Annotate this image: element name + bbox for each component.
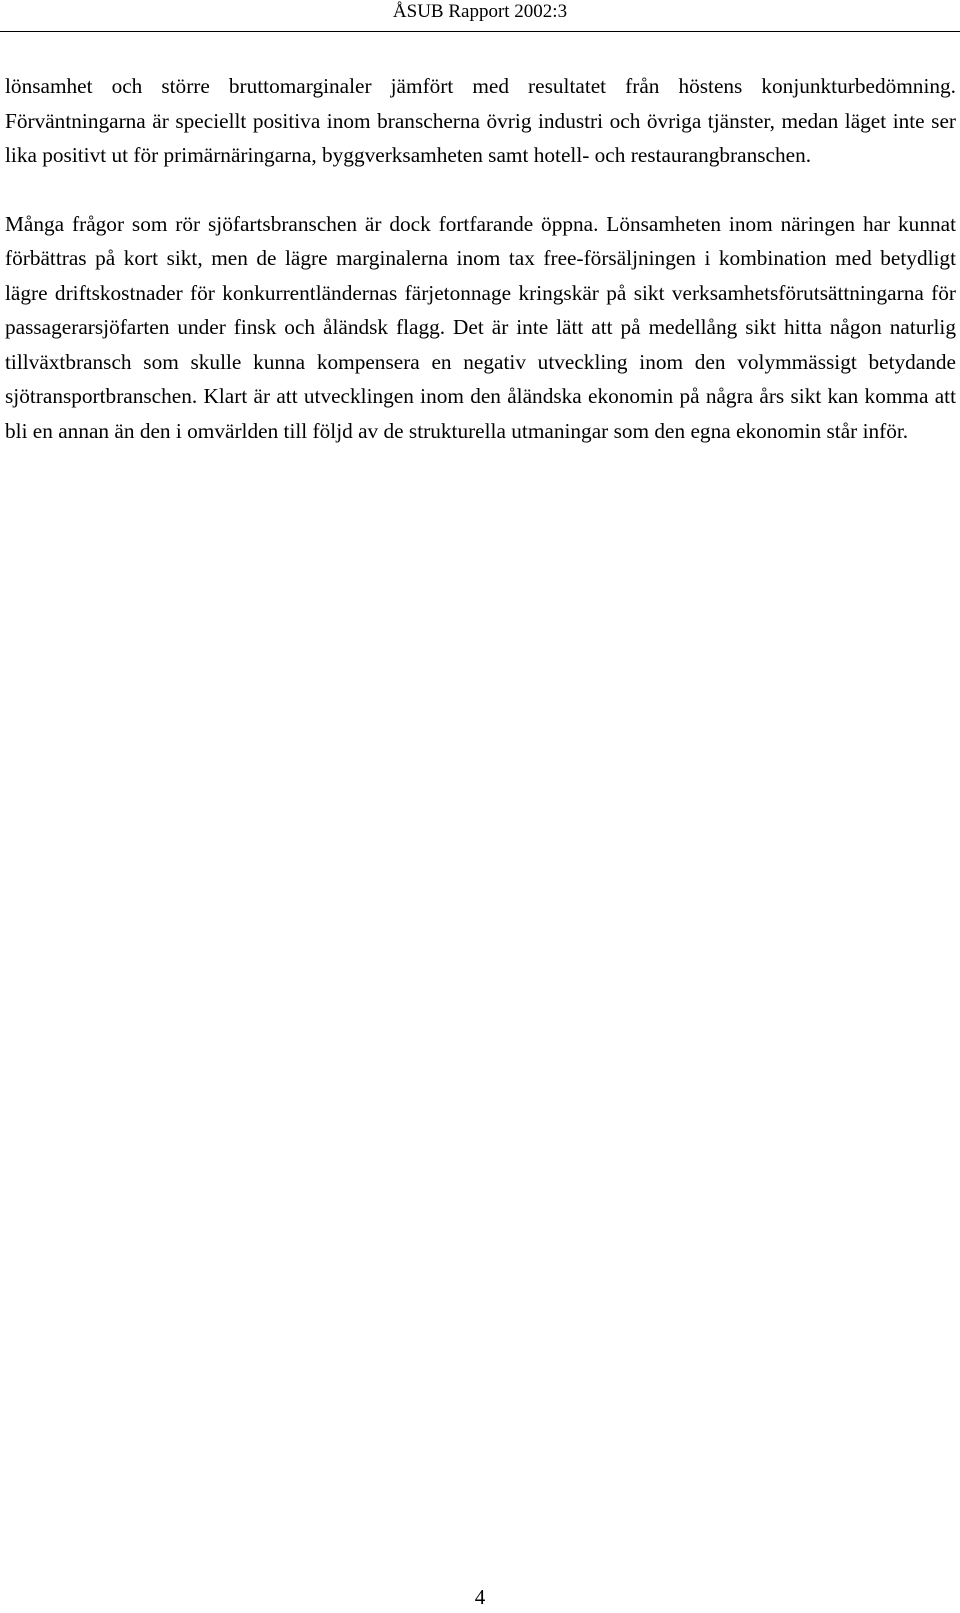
page-number: 4 xyxy=(474,1585,486,1609)
paragraph: Många frågor som rör sjöfartsbranschen är dock fortfarande öppna. Lönsamheten inom näringen har kunnat förbättras på kort sikt, men de lägre marginalerna inom tax free-försäljningen i kombination med betydligt lägre driftskostnader för konkurrentländernas färjetonnage kringskär på sikt verksamhetsförutsättningarna för passagerarsjöfarten under finsk och åländsk flagg. Det är inte lätt att på medellång sikt hitta någon naturlig tillväxtbransch som skulle kunna kompensera en negativ utveckling inom den volymmässigt betydande sjötransportbranschen. Klart är att utvecklingen inom den åländska ekonomin på några års sikt kan komma att bli en annan än den i omvärlden till följd av de strukturella utmaningar som den egna ekonomin står inför. xyxy=(5,211,956,443)
report-title: ÅSUB Rapport 2002:3 xyxy=(392,1,568,22)
body-text xyxy=(5,69,956,448)
header-divider xyxy=(0,31,960,32)
page-header xyxy=(0,0,960,34)
paragraph: lönsamhet och större bruttomarginaler jämfört med resultatet från höstens konjunkturbedömning. Förväntningarna är speciellt positiva inom branscherna övrig industri och övriga tjänster, medan läget inte ser lika positivt ut för primärnäringarna, byggverksamheten samt hotell- och restaurangbranschen. xyxy=(5,74,956,167)
